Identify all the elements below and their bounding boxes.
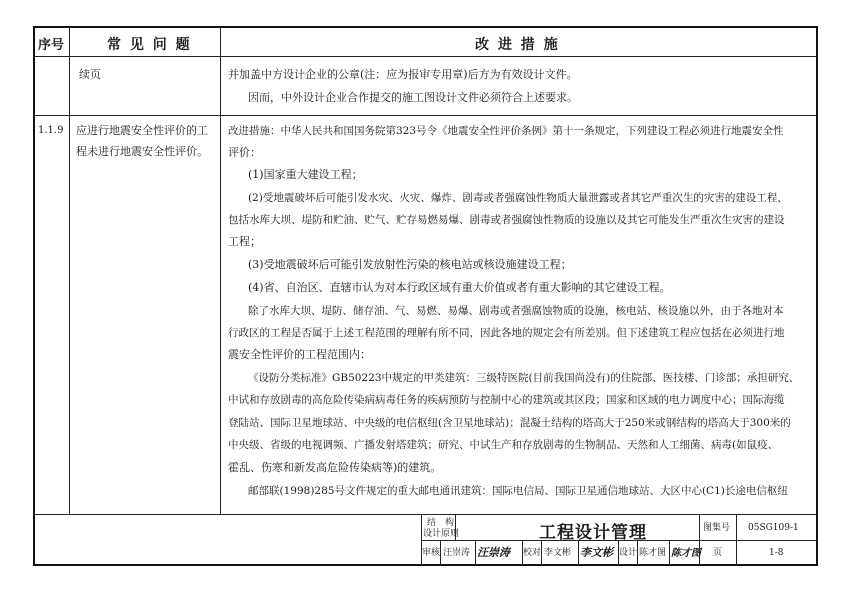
sig-div-5 xyxy=(578,540,579,566)
row2-line-1: 改进措施：中华人民共和国国务院第323号令《地震安全性评价条例》第十一条规定，下列建设工程必须进行地震安全性 xyxy=(228,125,784,137)
row2-line-7: (3)受地震破坏后可能引发放射性污染的核电站或核设施建设工程； xyxy=(248,258,572,271)
sig-div-2 xyxy=(475,540,476,566)
row2-line-9: 除了水库大坝、堤防、储存油、气、易燃、易爆、剧毒或者强腐蚀物质的设施，核电站、核设施以外，由于各地对本 xyxy=(248,305,784,317)
row2-line-6: 工程； xyxy=(228,235,261,248)
tb-designer-signature: 陈才图 xyxy=(671,548,701,559)
row2-line-11: 震安全性评价的工程范围内： xyxy=(228,348,371,361)
col-divider-seq xyxy=(69,28,70,514)
row1-line-1: 并加盖中方设计企业的公章(注：应为报审专用章)后方为有效设计文件。 xyxy=(228,68,578,81)
tb-checker: 李文彬 xyxy=(544,548,572,558)
sig-div-4 xyxy=(541,540,542,566)
sig-div-1 xyxy=(440,540,441,566)
sig-div-7 xyxy=(637,540,638,566)
tb-main-title: 工程设计管理 xyxy=(539,523,647,543)
tb-review-label: 审核 xyxy=(422,548,441,558)
row2-line-16: 霍乱、伤寒和新发高危险传染病等)的建筑。 xyxy=(228,461,442,474)
header-divider xyxy=(35,56,816,57)
row1-divider xyxy=(35,115,816,116)
sig-div-8 xyxy=(669,540,670,566)
tb-check-label: 校对 xyxy=(523,548,542,558)
header-seq: 序号 xyxy=(38,38,65,53)
tb-page-label: 页 xyxy=(713,548,723,558)
row2-line-17: 邮部联(1998)285号文件规定的重大邮电通讯建筑：国际电信局、国际卫星通信地球站、大区中心(C1)长途电信枢纽 xyxy=(248,485,788,497)
row2-line-8: (4)省、自治区、直辖市认为对本行政区域有重大价值或者有重大影响的其它建设工程。 xyxy=(248,281,671,294)
tb-page-no: 1-8 xyxy=(769,548,784,558)
row2-line-14: 登陆站、国际卫星地球站、中央级的电信枢纽(含卫星地球站)；混凝土结构的塔高大于250米或钢结构的塔高大于300米的 xyxy=(228,417,791,429)
tb-category-line1: 结 构 xyxy=(427,518,455,528)
row1-problem: 续页 xyxy=(79,68,101,81)
tb-checker-signature: 李文彬 xyxy=(580,546,613,559)
tb-category-line2: 设计原则 xyxy=(423,529,460,539)
header-measures: 改 进 措 施 xyxy=(475,37,560,53)
tb-atlas-no: 05SG109-1 xyxy=(748,523,799,533)
row2-line-5: 包括水库大坝、堤防和贮油、贮气、贮存易燃易爆、剧毒或者强腐蚀性物质的设施以及其它可能发生严重次生灾害的建设 xyxy=(228,214,785,226)
row2-line-2: 评价： xyxy=(228,146,261,159)
tb-reviewer: 汪崇涛 xyxy=(443,548,471,558)
table-frame xyxy=(33,26,818,566)
row1-line-2: 因而，中外设计企业合作提交的施工图设计文件必须符合上述要求。 xyxy=(248,91,578,104)
row2-line-15: 中央级、省级的电视调频、广播发射塔建筑；研究、中试生产和存放剧毒的生物制品、天然和人工细菌、病毒(如鼠疫、 xyxy=(228,439,779,451)
row2-line-13: 中试和存放剧毒的高危险传染病病毒任务的疾病预防与控制中心的建筑或其区段；国家和区域的电力调度中心；国际海缆 xyxy=(228,394,785,406)
tb-design-label: 设计 xyxy=(619,548,638,558)
row2-line-3: (1)国家重大建设工程； xyxy=(248,168,363,181)
row2-line-10: 行政区的工程是否属于上述工程范围的理解有所不同，因此各地的规定会有所差别。但下述建筑工程应包括在必须进行地 xyxy=(228,327,785,339)
tb-designer: 陈才图 xyxy=(639,548,667,558)
row2-line-12: 《设防分类标准》GB50223中规定的甲类建筑：三级特医院(目前我国尚没有)的住院部、医技楼、门诊部；承担研究、 xyxy=(248,372,800,384)
row2-problem-1: 应进行地震安全性评价的工 xyxy=(76,124,208,137)
row2-line-4: (2)受地震破坏后可能引发水灾、火灾、爆炸、剧毒或者强腐蚀性物质大量泄露或者其它严重次生的灾害的建设工程， xyxy=(248,192,788,204)
row2-problem-2: 程未进行地震安全性评价。 xyxy=(76,145,208,158)
tb-atlas-label: 图集号 xyxy=(703,523,731,533)
header-problem: 常 见 问 题 xyxy=(107,37,192,53)
row2-seq: 1.1.9 xyxy=(38,125,64,136)
tb-reviewer-signature: 汪崇涛 xyxy=(477,546,510,559)
col-divider-problem xyxy=(220,28,221,514)
